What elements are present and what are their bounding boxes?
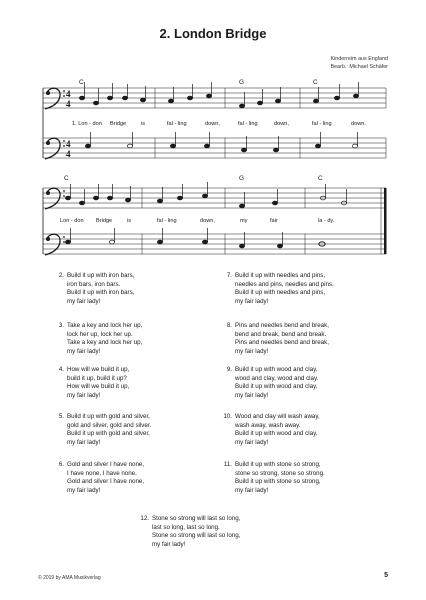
verse-block: 5. Build it up with gold and silver, gold and silver, gold and silver. Build it up with gold and silver, my fair lady! (58, 413, 152, 446)
bass-clef-icon (45, 138, 65, 159)
svg-text:fal - ling: fal - ling (167, 121, 187, 127)
lyrics-line-1 (72, 121, 366, 127)
melody-notes (65, 182, 346, 208)
bass-clef-icon (45, 234, 65, 255)
svg-text:Lon - don: Lon - don (60, 218, 84, 224)
verse-block: 9. Build it up with wood and clay, wood and clay, wood and clay. Build it up with wood and clay, my fair lady! (226, 366, 319, 399)
verse-block: 8. Pins and needles bend and break, bend and break, bend and break. Pins and needles bend and break, my fair lady! (226, 322, 329, 355)
svg-text:down.: down. (351, 121, 366, 127)
time-signature: 4 (66, 139, 71, 149)
time-signature: 4 (66, 89, 71, 99)
system-2 (43, 175, 387, 255)
system-1 (43, 79, 386, 159)
page-number: 5 (384, 572, 388, 579)
svg-text:Bridge: Bridge (110, 121, 127, 127)
chord-symbol: C (79, 79, 84, 86)
verse-block: 11. Build it up with stone so strong, stone so strong, stone so strong. Build it up with stone so strong, my fair lady! (223, 461, 325, 494)
verse-block: 3. Take a key and lock her up, lock her up, lock her up. Take a key and lock her up, my fair lady! (58, 322, 143, 355)
verse-block: 4. How will we build it up, build it up, build it up? How will we build it up, my fair lady! (58, 366, 130, 399)
svg-text:4: 4 (66, 149, 71, 159)
chord-symbol: C (318, 175, 323, 182)
verse-block: 10. Wood and clay will wash away, wash away, wash away. Build it up with wood and clay, my fair lady! (223, 413, 320, 446)
chord-symbol: G (239, 175, 245, 182)
credit-arranger: Bearb.: Michael Schäfer (330, 64, 388, 70)
svg-text:my: my (240, 218, 248, 224)
final-barline (384, 188, 387, 254)
svg-text:is: is (141, 121, 146, 127)
verse-block: 7. Build it up with needles and pins, needles and pins, needles and pins. Build it up with needles and pins, my fair lady! (226, 272, 334, 305)
verse-block: 12. Stone so strong will last so long, last so long, last so long. Stone so strong will last so long, my fair lady! (140, 515, 241, 548)
chord-symbol: C (64, 175, 69, 182)
svg-text:fal - ling: fal - ling (312, 121, 332, 127)
page-title: 2. London Bridge (159, 26, 267, 41)
svg-text:down,: down, (274, 121, 289, 127)
svg-text:down,: down, (205, 121, 220, 127)
verse-block: 2. Build it up with iron bars, iron bars, iron bars. Build it up with iron bars, my fair lady! (58, 272, 135, 305)
svg-text:1. Lon - don: 1. Lon - don (72, 121, 102, 127)
copyright-notice: © 2019 by AMA Musikverlag (38, 575, 101, 581)
credit-origin: Kinderreim aus England (330, 56, 388, 62)
bass-clef-icon (45, 88, 65, 109)
svg-text:Bridge: Bridge (96, 218, 113, 224)
bass-clef-icon (45, 188, 65, 209)
bass-notes (65, 228, 325, 248)
svg-text:la - dy.: la - dy. (318, 218, 335, 224)
lyrics-line-2 (60, 218, 335, 224)
svg-text:fal - ling: fal - ling (238, 121, 258, 127)
svg-text:4: 4 (66, 99, 71, 109)
bass-notes (85, 132, 357, 152)
verse-block: 6. Gold and silver I have none, I have none, I have none. Gold and silver I have none, my fair lady! (58, 461, 145, 494)
svg-text:is: is (127, 218, 132, 224)
svg-text:fal - ling: fal - ling (157, 218, 177, 224)
chord-symbol: C (313, 79, 318, 86)
chord-symbol: G (239, 79, 245, 86)
svg-text:down,: down, (200, 218, 215, 224)
svg-text:fair: fair (270, 218, 278, 224)
